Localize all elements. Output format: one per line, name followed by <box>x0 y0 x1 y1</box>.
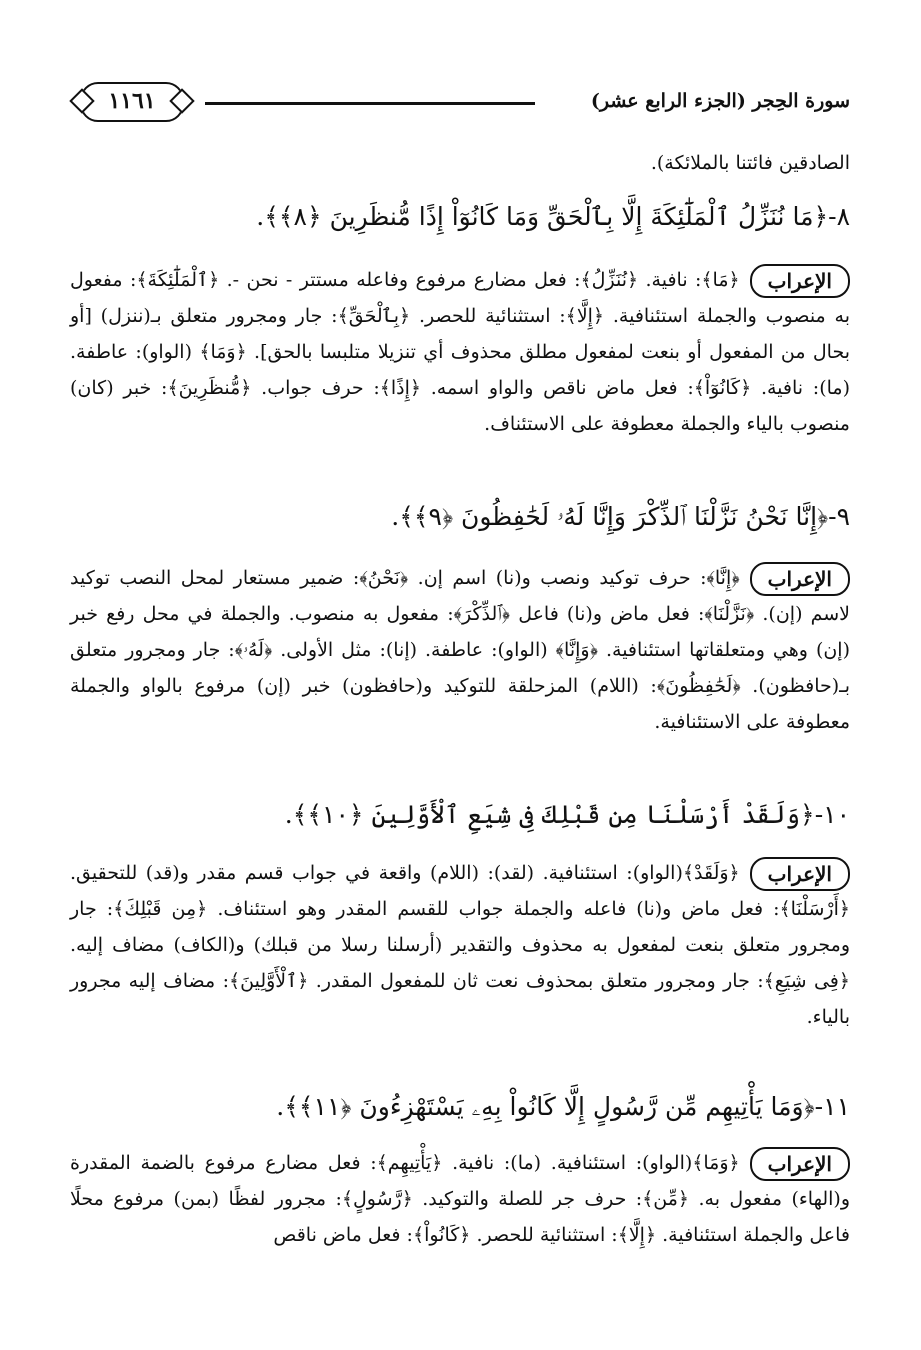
header-divider <box>205 102 535 105</box>
irab-text-9: ﴿إِنَّا﴾: حرف توكيد ونصب و(نا) اسم إن. ﴿نَحْنُ﴾: ضمير مستعار لمحل النصب توكيد لاسم (إن). ﴿نَزَّلْنَا﴾: فعل ماض و(نا) فاعل ﴿ٱلذِّكْرَ﴾: مفعول به منصوب. والجملة في محل رفع خبر (إن) وهي ومتعلقاتها استئنافية. ﴿وَإِنَّا﴾ (الواو): عاطفة. (إنا): مثل الأولى. ﴿لَهُۥ﴾: جار ومجرور متعلق بـ(حافظون). ﴿لَحَٰفِظُونَ﴾: (اللام) المزحلقة للتوكيد و(حافظون) خبر (إن) مرفوع بالواو والجملة معطوفة على الاستئنافية. <box>70 567 850 733</box>
page <box>70 0 850 1350</box>
page-number: ١١٦١ <box>80 82 184 122</box>
verse-8: ٨-﴿مَا نُنَزِّلُ ٱلْمَلَٰٓئِكَةَ إِلَّا بِٱلْحَقِّ وَمَا كَانُوٓاْ إِذًا مُّنظَرِينَ ﴿٨﴾﴾. <box>256 202 850 231</box>
verse-10: ١٠-﴿وَلَقَدْ أَرْسَلْنَا مِن قَبْلِكَ فِى شِيَعِ ٱلْأَوَّلِينَ ﴿١٠﴾﴾. <box>284 800 850 829</box>
irab-label: الإعراب <box>750 857 850 891</box>
irab-label: الإعراب <box>750 1147 850 1181</box>
page-header <box>70 78 850 126</box>
intro-line: الصادقين فائتنا بالملائكة). <box>650 152 850 174</box>
irab-label: الإعراب <box>750 264 850 298</box>
verse-11: ١١-﴿وَمَا يَأْتِيهِم مِّن رَّسُولٍ إِلَّا كَانُواْ بِهِۦ يَسْتَهْزِءُونَ ﴿١١﴾﴾. <box>276 1092 850 1121</box>
irab-block-8 <box>70 262 850 442</box>
irab-block-11 <box>70 1145 850 1253</box>
surah-title: سورة الحِجر (الجزء الرابع عشر) <box>590 90 850 112</box>
irab-block-10 <box>70 855 850 1035</box>
irab-text-8: ﴿مَا﴾: نافية. ﴿نُنَزِّلُ﴾: فعل مضارع مرفوع وفاعله مستتر - نحن -. ﴿ٱلْمَلَٰٓئِكَةَ﴾: مفعول به منصوب والجملة استئنافية. ﴿إِلَّا﴾: استثنائية للحصر. ﴿بِٱلْحَقِّ﴾: جار ومجرور متعلق بـ(ننزل) [أو بحال من المفعول أو بنعت لمفعول مطلق محذوف أي تنزيلا متلبسا بالحق]. ﴿وَمَا﴾ (الواو): عاطفة. (ما): نافية. ﴿كَانُوٓاْ﴾: فعل ماض ناقص والواو اسمه. ﴿إِذًا﴾: حرف جواب. ﴿مُّنظَرِينَ﴾: خبر (كان) منصوب بالياء والجملة معطوفة على الاستئناف. <box>70 269 850 435</box>
irab-block-9 <box>70 560 850 740</box>
irab-label: الإعراب <box>750 562 850 596</box>
verse-9: ٩-﴿إِنَّا نَحْنُ نَزَّلْنَا ٱلذِّكْرَ وَإِنَّا لَهُۥ لَحَٰفِظُونَ ﴿٩﴾﴾. <box>391 502 850 531</box>
irab-text-11: ﴿وَمَا﴾(الواو): استئنافية. (ما): نافية. ﴿يَأْتِيهِم﴾: فعل مضارع مرفوع بالضمة المقدرة و(الهاء) مفعول به. ﴿مِّن﴾: حرف جر للصلة والتوكيد. ﴿رَّسُولٍ﴾: مجرور لفظًا (بمن) مرفوع محلًا فاعل والجملة استئنافية. ﴿إِلَّا﴾: استثنائية للحصر. ﴿كَانُواْ﴾: فعل ماض ناقص <box>70 1152 850 1246</box>
irab-text-10: ﴿وَلَقَدْ﴾(الواو): استئنافية. (لقد): (اللام) واقعة في جواب قسم مقدر و(قد) للتحقيق. ﴿أَرْسَلْنَا﴾: فعل ماض و(نا) فاعله والجملة جواب للقسم المقدر وهو استئناف. ﴿مِن قَبْلِكَ﴾: جار ومجرور متعلق بنعت لمفعول به محذوف والتقدير (أرسلنا رسلا من قبلك) و(الكاف) مضاف إليه. ﴿فِى شِيَعِ﴾: جار ومجرور متعلق بمحذوف نعت ثان للمفعول المقدر. ﴿ٱلْأَوَّلِينَ﴾: مضاف إليه مجرور بالياء. <box>70 862 850 1028</box>
